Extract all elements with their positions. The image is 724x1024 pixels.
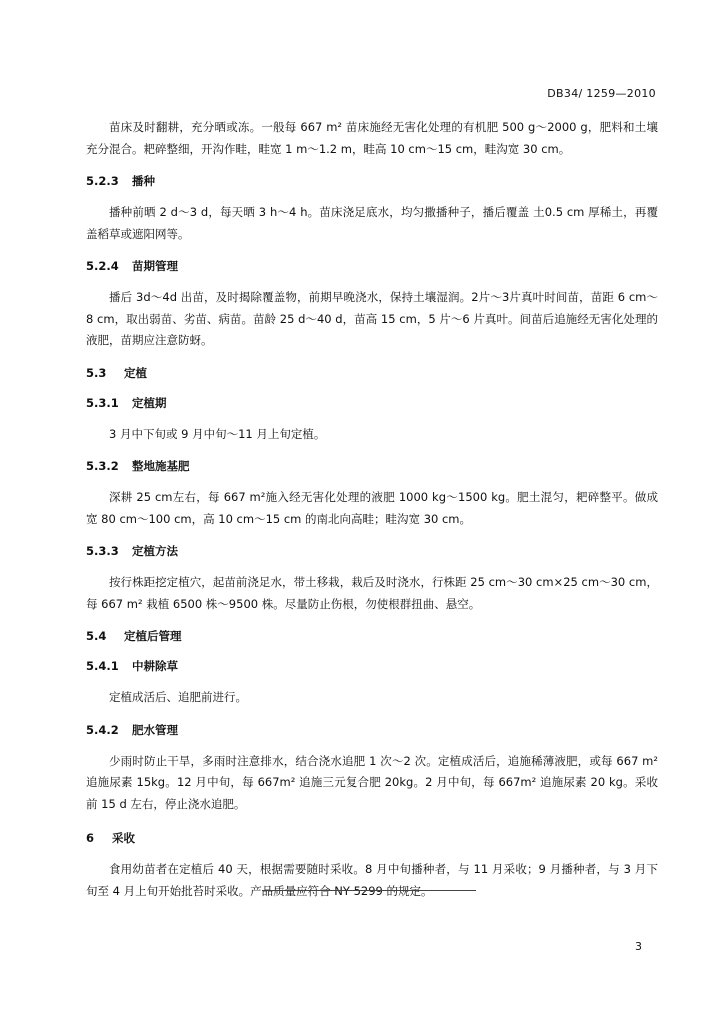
section-number: 5.2.3 xyxy=(86,174,119,188)
section-title: 播种 xyxy=(132,174,156,188)
section-heading xyxy=(86,829,658,847)
section-title: 定植 xyxy=(124,365,148,380)
paragraph: 3 月中下旬或 9 月中旬～11 月上旬定植。 xyxy=(109,426,326,441)
section-number: 5.2.4 xyxy=(86,259,119,273)
section-heading xyxy=(86,657,658,675)
section-number: 6 xyxy=(86,831,95,845)
paragraph: 深耕 25 cm左右，每 667 m²施入经无害化处理的液肥 1000 kg～1500 kg。肥土混匀，耙碎整平。做成宽 80 cm～100 cm，高 10 cm～15 cm 的南北向高畦；畦沟宽 30 cm。 xyxy=(86,490,658,526)
page-number: 3 xyxy=(635,940,642,953)
section-title: 中耕除草 xyxy=(132,659,179,673)
section-heading xyxy=(86,721,658,739)
section-number: 5.3.1 xyxy=(86,395,119,410)
section-heading xyxy=(86,172,658,190)
document-code: DB34/ 1259—2010 xyxy=(547,87,656,100)
section-number: 5.4.2 xyxy=(86,722,119,737)
section-heading xyxy=(86,394,658,412)
paragraph: 定植成活后、追肥前进行。 xyxy=(109,690,247,704)
section-number: 5.3.3 xyxy=(86,544,119,558)
section-title: 苗期管理 xyxy=(132,259,179,273)
end-divider xyxy=(262,890,476,891)
paragraph: 食用幼苗者在定植后 40 天，根据需要随时采收。8 月中旬播种者，与 11 月采收；9 月播种者，与 3 月下旬至 4 月上旬开始批苔时采收。产品质量应符合 NY 5299 的规定。 xyxy=(86,862,658,898)
section-heading xyxy=(86,627,658,645)
paragraph: 少雨时防止干旱，多雨时注意排水，结合浇水追肥 1 次～2 次。定植成活后，追施稀薄液肥，或每 667 m²追施尿素 15kg。12 月中旬，每 667m² 追施三元复合肥 20kg。2 月中旬，每 667m² 追施尿素 20 kg。采收前 15 d 左右，停止浇水追肥。 xyxy=(86,753,658,811)
section-heading xyxy=(86,257,658,275)
section-number: 5.3.2 xyxy=(86,459,119,473)
section-title: 定植方法 xyxy=(132,544,179,558)
section-title: 整地施基肥 xyxy=(132,459,190,473)
paragraph: 按行株距挖定植穴，起苗前浇足水，带土移栽，栽后及时浇水，行株距 25 cm～30 cm×25 cm～30 cm，每 667 m² 栽植 6500 株～9500 株。尽量防止伤根，勿使根群扭曲、悬空。 xyxy=(86,575,658,611)
section-title: 肥水管理 xyxy=(132,722,179,737)
section-heading xyxy=(86,457,658,475)
paragraph: 播后 3d～4d 出苗，及时揭除覆盖物，前期早晚浇水，保持土壤湿润。2片～3片真叶时间苗，苗距 6 cm～8 cm，取出弱苗、劣苗、病苗。苗龄 25 d～40 d，苗高 15 cm，5 片～6 片真叶。间苗后追施经无害化处理的液肥，苗期应注意防蚜。 xyxy=(86,290,658,347)
section-title: 采收 xyxy=(112,831,136,845)
section-number: 5.4.1 xyxy=(86,659,119,673)
paragraph: 播种前晒 2 d～3 d，每天晒 3 h～4 h。苗床浇足底水，均匀撒播种子，播后覆盖 土0.5 cm 厚稀土，再覆盖稻草或遮阳网等。 xyxy=(86,205,658,241)
section-heading xyxy=(86,364,658,382)
section-number: 5.3 xyxy=(86,365,107,380)
section-title: 定植期 xyxy=(132,395,167,410)
document-body xyxy=(86,117,658,914)
paragraph: 苗床及时翻耕，充分晒或冻。一般每 667 m² 苗床施经无害化处理的有机肥 500 g～2000 g，肥料和土壤充分混合。耙碎整细，开沟作畦，畦宽 1 m～1.2 m，畦高 10 cm～15 cm，畦沟宽 30 cm。 xyxy=(86,120,658,156)
section-number: 5.4 xyxy=(86,629,107,643)
section-heading xyxy=(86,542,658,560)
section-title: 定植后管理 xyxy=(124,629,182,643)
